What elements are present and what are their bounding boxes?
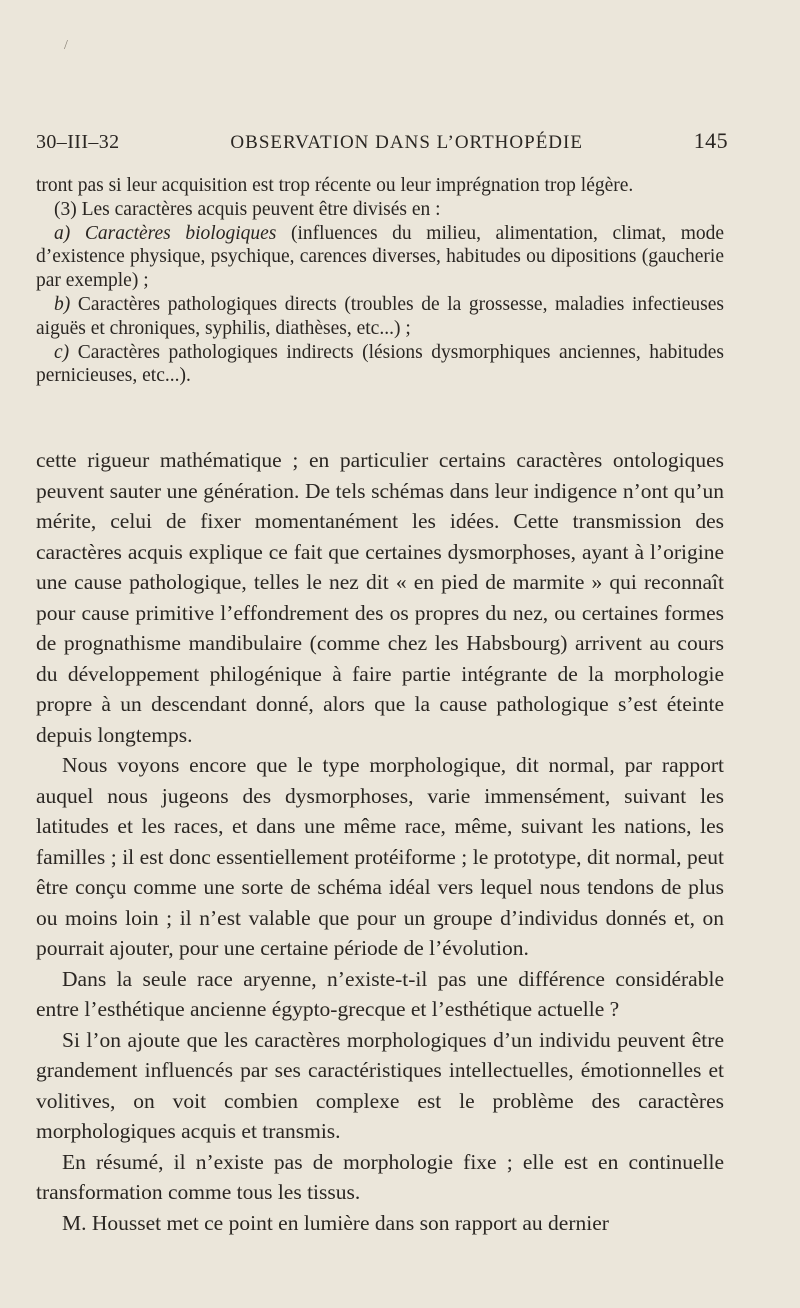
page-number: 145	[693, 128, 728, 153]
note-item-c	[36, 341, 724, 389]
note-item-a-text: (influences du milieu, alimentation, climat, mode d’existence physique, psychique, carences diverses, habitudes ou dipositions (gaucherie par exemple) ;	[36, 222, 725, 292]
paragraph-4: Si l’on ajoute que les caractères morphologiques d’un individu peuvent être grandement influencés par ses caractéristiques intellectuelles, émotionnelles et volitives, on voit combien complexe est le problème des caractères morphologiques acquis et transmis.	[36, 1027, 724, 1143]
note-item-c-label: c)	[54, 341, 70, 363]
note-item-a	[36, 222, 724, 293]
note-item-a-label: a)	[54, 222, 71, 244]
paragraph-2: Nous voyons encore que le type morphologique, dit normal, par rapport auquel nous jugeons des dysmorphoses, varie immensément, suivant les latitudes et les races, et dans une même race, même, suivant les nations, les familles ; il est donc essentiellement protéiforme ; le prototype, dit normal, peut être conçu comme une sorte de schéma idéal vers lequel nous tendons de plus ou moins loin ; il n’est valable que pour un groupe d’individus donnés et, on pourrait ajouter, pour une certaine période de l’évolution.	[36, 753, 724, 960]
stray-pencil-mark: /	[64, 38, 68, 53]
note-item-b-text: Caractères pathologiques directs (troubles de la grossesse, maladies infectieuses aiguës et chroniques, syphilis, diathèses, etc...) ;	[36, 293, 724, 339]
note-continuation: tront pas si leur acquisition est trop récente ou leur imprégnation trop légère.	[36, 175, 634, 196]
header-date: 30–III–32	[36, 131, 120, 153]
paragraph-1: cette rigueur mathématique ; en particulier certains caractères ontologiques peuvent sauter une génération. De tels schémas dans leur indigence n’ont qu’un mérite, celui de fixer momentanément les idées. Cette transmission des caractères acquis explique ce fait que certaines dysmorphoses, ayant à l’origine une cause pathologique, telles le nez dit « en pied de marmite » qui reconnaît pour cause primitive l’effondrement des os propres du nez, ou certaines formes de prognathisme mandibulaire (comme chez les Habsbourg) arrivent au cours du développement philogénique à faire partie intégrante de la morphologie propre à un descendant donné, alors que la cause pathologique s’est éteinte depuis longtemps.	[36, 448, 724, 747]
note-3-intro: (3) Les caractères acquis peuvent être divisés en :	[54, 198, 441, 220]
paragraph-3: Dans la seule race aryenne, n’existe-t-il pas une différence considérable entre l’esthétique ancienne égypto-grecque et l’esthétique actuelle ?	[36, 966, 724, 1021]
footnote-block	[36, 174, 724, 388]
paragraph-6: M. Housset met ce point en lumière dans son rapport au dernier	[62, 1210, 609, 1235]
main-text	[36, 445, 724, 1238]
note-item-b-label: b)	[54, 293, 71, 315]
note-item-c-text: Caractères pathologiques indirects (lésions dysmorphiques anciennes, habitudes pernicieuses, etc...).	[36, 341, 724, 387]
paragraph-5: En résumé, il n’existe pas de morphologie fixe ; elle est en continuelle transformation comme tous les tissus.	[36, 1149, 724, 1204]
running-header	[36, 128, 728, 158]
note-item-b	[36, 293, 724, 341]
note-item-a-title: Caractères biologiques	[84, 222, 277, 244]
running-title: OBSERVATION DANS L’ORTHOPÉDIE	[230, 132, 583, 153]
